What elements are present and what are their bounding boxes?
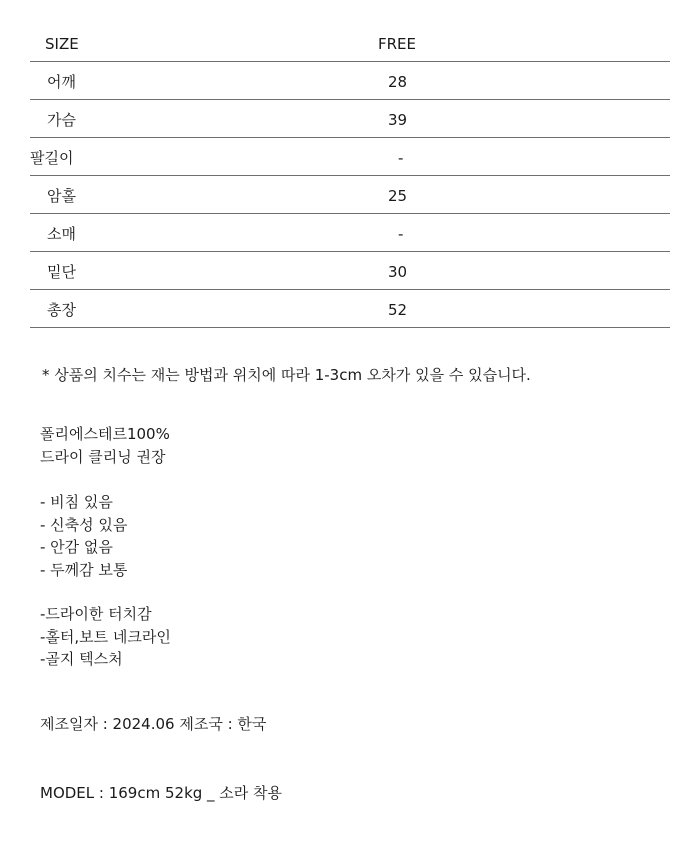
measure-label-chest: 가슴 [47, 111, 76, 129]
model-info: MODEL : 169cm 52kg _ 소라 착용 [40, 784, 283, 802]
measure-label-sleeve-length: 팔길이 [30, 149, 74, 167]
measure-value-shoulder: 28 [388, 73, 408, 91]
list-item: -골지 텍스처 [40, 650, 123, 668]
measure-value-hem: 30 [388, 263, 408, 281]
table-row [30, 62, 670, 100]
size-table [30, 24, 670, 328]
size-header-label: SIZE [45, 35, 79, 53]
material-info [40, 423, 170, 468]
table-row [30, 176, 670, 214]
measure-value-total-length: 52 [388, 301, 408, 319]
material-composition: 폴리에스테르100% [40, 425, 170, 443]
measure-value-sleeve: - [398, 225, 404, 243]
table-row [30, 138, 670, 176]
list-item: - 두께감 보통 [40, 560, 128, 579]
measure-value-armhole: 25 [388, 187, 408, 205]
measure-label-armhole: 암홀 [47, 187, 76, 205]
feature-list [40, 491, 127, 581]
size-table-header [30, 24, 670, 62]
list-item: -드라이한 터치감 [40, 605, 152, 623]
measure-label-sleeve: 소매 [47, 225, 76, 243]
measure-value-sleeve-length: - [398, 149, 404, 167]
table-row [30, 214, 670, 252]
measure-label-total-length: 총장 [47, 301, 76, 319]
list-item: - 안감 없음 [40, 538, 113, 556]
table-row [30, 100, 670, 138]
table-row [30, 290, 670, 328]
list-item: -홀터,보트 네크라인 [40, 627, 171, 646]
care-instruction: 드라이 클리닝 권장 [40, 447, 166, 466]
measurement-note: * 상품의 치수는 재는 방법과 위치에 따라 1-3cm 오차가 있을 수 있습니다. [42, 366, 531, 384]
list-item: - 비침 있음 [40, 493, 113, 511]
manufacture-info: 제조일자 : 2024.06 제조국 : 한국 [40, 715, 267, 733]
size-header-value: FREE [378, 35, 417, 53]
texture-list [40, 603, 171, 671]
measure-value-chest: 39 [388, 111, 408, 129]
measure-label-hem: 밑단 [47, 263, 76, 281]
measure-label-shoulder: 어깨 [47, 73, 76, 91]
table-row [30, 252, 670, 290]
list-item: - 신축성 있음 [40, 515, 128, 534]
